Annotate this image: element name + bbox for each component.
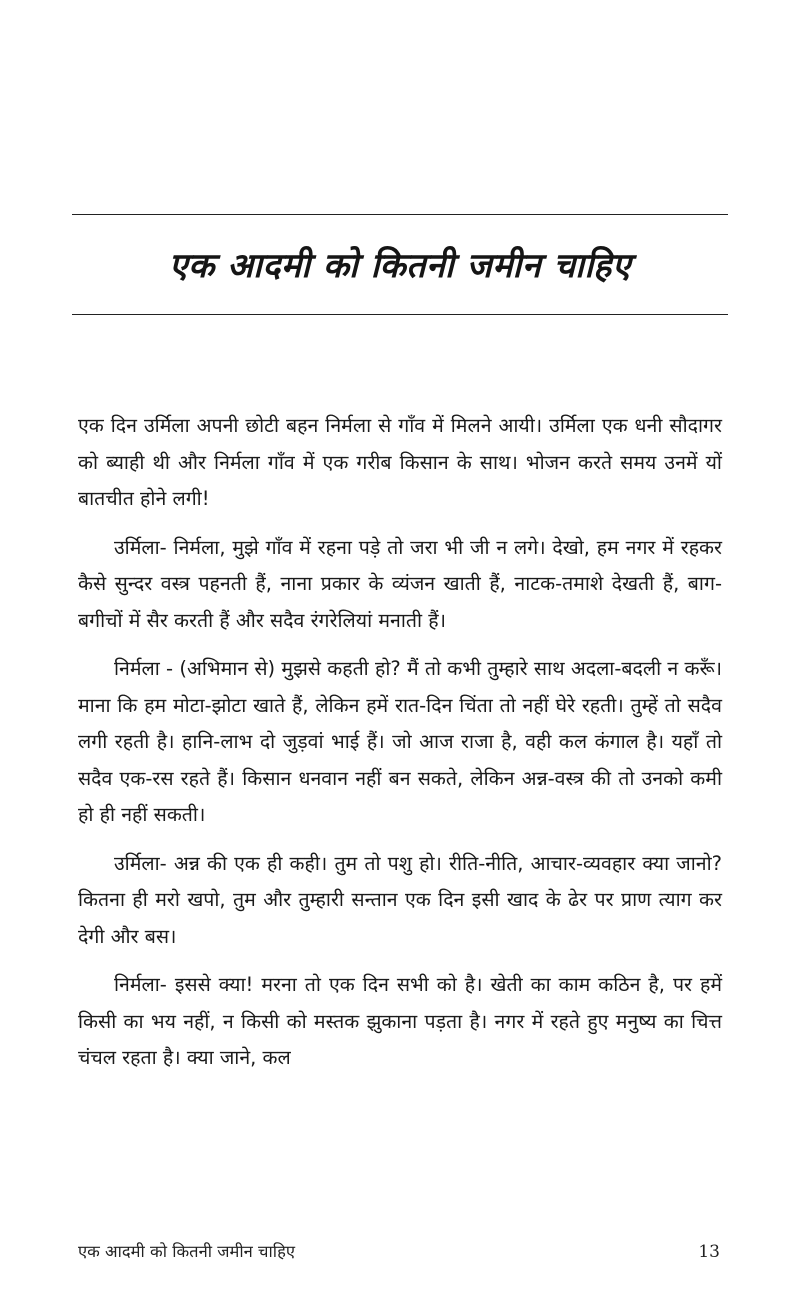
running-footer-title: एक आदमी को कितनी जमीन चाहिए [78,1242,295,1261]
title-rule-top [72,214,728,215]
paragraph-2: उर्मिला- निर्मला, मुझे गाँव में रहना पड़े तो जरा भी जी न लगे। देखो, हम नगर में रहकर कैसे सुन्दर वस्त्र पहनती हैं, नाना प्रकार के व्यंजन खाती हैं, नाटक-तमाशे देखती हैं, बाग-बगीचों में सैर करती हैं और सदैव रंगरेलियां मनाती हैं। [78,535,722,632]
paragraph-3: निर्मला - (अभिमान से) मुझसे कहती हो? मैं तो कभी तुम्हारे साथ अदला-बदली न करूँ। माना कि हम मोटा-झोटा खाते हैं, लेकिन हमें रात-दिन चिंता तो नहीं घेरे रहती। तुम्हें तो सदैव लगी रहती है। हानि-लाभ दो जुड़वां भाई हैं। जो आज राजा है, वही कल कंगाल है। यहाँ तो सदैव एक-रस रहते हैं। किसान धनवान नहीं बन सकते, लेकिन अन्न-वस्त्र की तो उनको कमी हो ही नहीं सकती। [78,657,722,826]
chapter-title: एक आदमी को कितनी जमीन चाहिए [168,246,632,286]
title-rule-bottom [72,314,728,315]
body-text [78,408,722,1089]
page-number: 13 [698,1242,720,1262]
paragraph-4: उर्मिला- अन्न की एक ही कही। तुम तो पशु हो। रीति-नीति, आचार-व्यवहार क्या जानो? कितना ही मरो खपो, तुम और तुम्हारी सन्तान एक दिन इसी खाद के ढेर पर प्राण त्याग कर देगी और बस। [78,851,722,948]
paragraph-1: एक दिन उर्मिला अपनी छोटी बहन निर्मला से गाँव में मिलने आयी। उर्मिला एक धनी सौदागर को ब्याही थी और निर्मला गाँव में एक गरीब किसान के साथ। भोजन करते समय उनमें यों बातचीत होने लगी! [78,414,722,510]
paragraph-5: निर्मला- इससे क्या! मरना तो एक दिन सभी को है। खेती का काम कठिन है, पर हमें किसी का भय नहीं, न किसी को मस्तक झुकाना पड़ता है। नगर में रहते हुए मनुष्य का चित्त चंचल रहता है। क्या जाने, कल [78,973,722,1069]
